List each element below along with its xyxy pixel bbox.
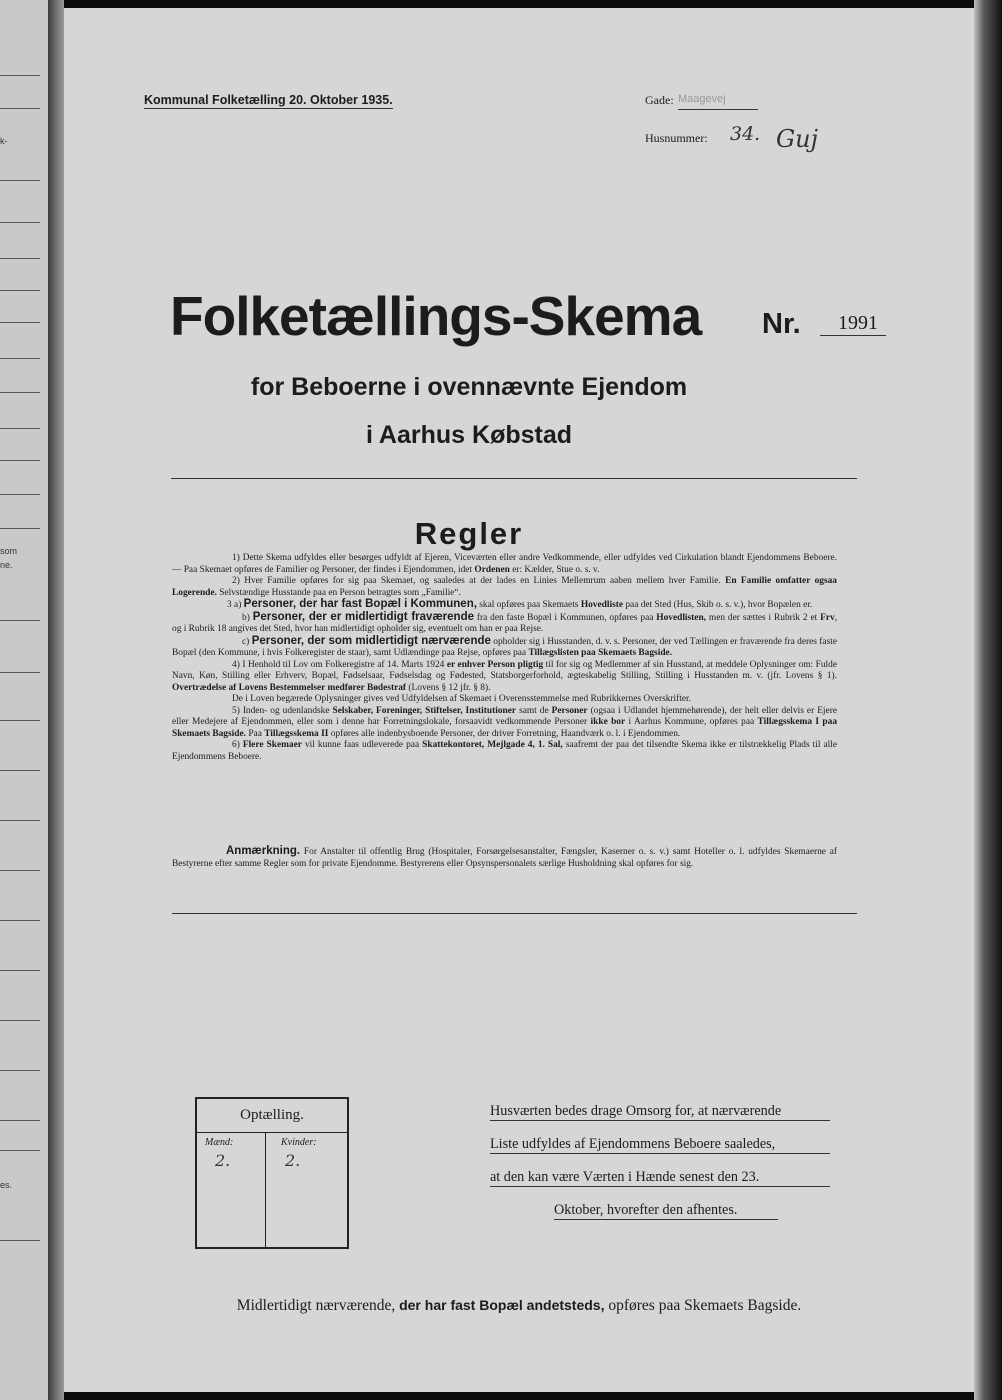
- count-box-title: Optælling.: [240, 1107, 304, 1123]
- rule-4-extra: De i Loven begærede Oplysninger gives ved Udfyldelsen af Skemaet i Overensstemmelse med Rubrikkernes Overskrifter.: [232, 694, 691, 704]
- left-fragment-text: som: [0, 546, 18, 556]
- form-title: Folketællings-Skema: [170, 285, 702, 347]
- women-count: 2.: [285, 1151, 301, 1170]
- rule-3b: b) Personer, der er midlertidigt fraværende fra den faste Bopæl i Kommunen, opføres paa Hovedlisten, men der sættes i Rubrik 2 et Frv, og i Rubrik 18 angives det Sted, hvor han midlertidigt opholder sig, eventuelt om han er paa Rejse.: [172, 610, 838, 634]
- form-subtitle-2: i Aarhus Købstad: [365, 421, 573, 449]
- rule-1: 1) Dette Skema udfyldes eller besørges udfyldt af Ejeren, Viceværten eller andre Vedkommende, eller udfyldes ved Cirkulation blandt Ejendommens Beboere. — Paa Skemaet opføres de Familier og Personer, der findes i Ejendommen, idet Ordenen er: Kælder, Stue o. s. v.: [172, 553, 838, 575]
- street-stamp: Maagevej: [678, 93, 726, 105]
- left-fragment-text: es.: [0, 1180, 13, 1190]
- men-count: 2.: [215, 1151, 231, 1170]
- rule-3c: c) Personer, der som midlertidigt nærværende opholder sig i Husstanden, d. v. s. Personer, der ved Tællingen er fraværende fra deres faste Bopæl (den Kommune, i hvis Folkeregister de staar), samt Udlændinge paa Rejse, opføres paa Tillægslisten paa Skemaets Bagside.: [172, 634, 837, 658]
- men-label: Mænd:: [205, 1137, 234, 1148]
- form-number-label: Nr.: [762, 308, 801, 340]
- rule-2: 2) Hver Familie opføres for sig paa Skemaet, og saaledes at der lades en Linies Mellemrum aaben mellem hver Familie. En Familie omfatter ogsaa Logerende. Selvstændige Husstande paa en Person betragtes som „Familie“.: [172, 576, 837, 598]
- note-label: Anmærkning.: [226, 845, 301, 857]
- footer-note: Midlertidigt nærværende, der har fast Bopæl andetsteds, opføres paa Skemaets Bagside.: [236, 1297, 802, 1314]
- rule-4: 4) I Henhold til Lov om Folkeregistre af 14. Marts 1924 er enhver Person pligtig til for sig og Medlemmer af sin Husstand, at meddele Oplysninger om: Fulde Navn, Køn, Stilling eller Erhverv, Bopæl, Fødselsaar, Fødselsdag og Fødested, Statsborgerforhold, ægteskabelig Stilling, Stilling i Husstanden m. v. (jfr. Lovens § 1). Overtrædelse af Lovens Bestemmelser medfører Bødestraf (Lovens § 12 jfr. § 8).: [172, 659, 837, 693]
- page-edge-shadow: [974, 0, 1002, 1400]
- book-spine: [48, 0, 64, 1400]
- rules-body: [172, 553, 837, 763]
- house-number-value: 34.: [730, 123, 761, 145]
- divider: [172, 913, 857, 914]
- left-fragment-text: k-: [0, 136, 8, 146]
- rule-5: 5) Inden- og udenlandske Selskaber, Foreninger, Stiftelser, Institutioner samt de Personer (ogsaa i Udlandet hjemmehørende), der helt eller delvis er Ejere eller Medejere af Ejendommen, eller som i denne har Forretningslokale, forsaavidt vedkommende Personer ikke bor i Aarhus Kommune, opføres paa Tillægsskema I paa Skemaets Bagside. Paa Tillægsskema II opføres alle indenbysboende Personer, der driver Forretning, Haandværk o. l. i Ejendommen.: [172, 705, 838, 739]
- landlord-line: at den kan være Værten i Hænde senest den 23.: [490, 1168, 830, 1187]
- census-header-line: Kommunal Folketælling 20. Oktober 1935.: [144, 93, 393, 107]
- note-block: [172, 846, 837, 870]
- landlord-instructions: [490, 1102, 830, 1220]
- street-label: Gade:: [645, 93, 674, 107]
- landlord-line: Husværten bedes drage Omsorg for, at nærværende: [490, 1102, 830, 1121]
- handwritten-initials: Guj: [776, 125, 819, 153]
- form-number-value: 1991: [838, 312, 878, 334]
- census-form-page: [64, 8, 974, 1392]
- left-fragment-text: ne.: [0, 560, 13, 570]
- left-page-fragment: [0, 0, 48, 1400]
- landlord-line: Oktober, hvorefter den afhentes.: [554, 1201, 778, 1220]
- rule-6: 6) Flere Skemaer vil kunne faas udleverede paa Skattekontoret, Mejlgade 4, 1. Sal, saafremt der paa det tilsendte Skema ikke er tilstrækkelig Plads til alle Ejendommens Beboere.: [172, 740, 838, 762]
- house-number-label: Husnummer:: [645, 131, 708, 145]
- note-text: For Anstalter til offentlig Brug (Hospitaler, Forsørgelsesanstalter, Fængsler, Kaserner o. s. v.) samt Hoteller o. l. udfyldes Skemaerne af Bestyrerne efter samme Regler som for private Ejendomme. Bestyrerens eller Opsynspersonalets særlige Husholdning skal opføres for sig.: [172, 847, 838, 869]
- landlord-line: Liste udfyldes af Ejendommens Beboere saaledes,: [490, 1135, 830, 1154]
- count-box: [195, 1097, 349, 1249]
- rule-3a: 3 a) Personer, der har fast Bopæl i Kommunen, skal opføres paa Skemaets Hovedliste paa det Sted (Hus, Skib o. s. v.), hvor Bopælen er.: [227, 598, 813, 610]
- form-subtitle-1: for Beboerne i ovennævnte Ejendom: [250, 373, 688, 401]
- women-label: Kvinder:: [281, 1137, 317, 1148]
- rules-heading: Regler: [414, 516, 524, 551]
- divider: [171, 478, 857, 479]
